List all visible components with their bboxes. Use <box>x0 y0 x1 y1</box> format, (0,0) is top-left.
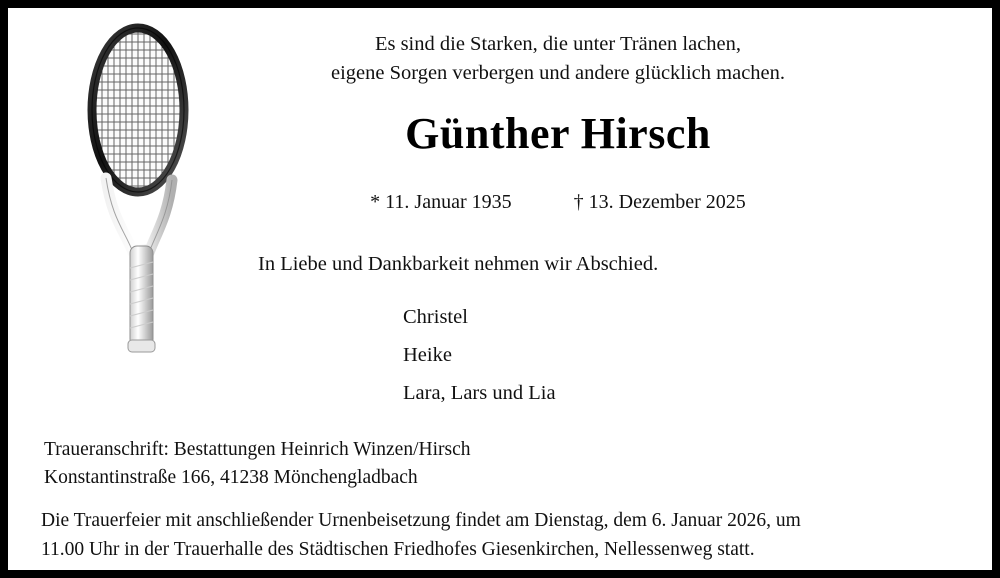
mourners-list <box>403 298 803 412</box>
ceremony-details <box>41 506 961 564</box>
life-dates <box>258 191 858 214</box>
verse-text <box>258 30 858 88</box>
birth-date: * 11. Januar 1935 <box>370 191 512 213</box>
list-item: Lara, Lars und Lia <box>403 382 556 404</box>
farewell-text: In Liebe und Dankbarkeit nehmen wir Abschied. <box>258 253 659 275</box>
verse-line-2: eigene Sorgen verbergen und andere glücklich machen. <box>330 62 786 84</box>
ceremony-line-2: 11.00 Uhr in der Trauerhalle des Städtischen Friedhofes Giesenkirchen, Nellessenweg statt. <box>41 539 755 560</box>
address-line-1: Traueranschrift: Bestattungen Heinrich Winzen/Hirsch <box>44 439 471 460</box>
mourning-address <box>44 436 944 492</box>
death-date: † 13. Dezember 2025 <box>573 191 746 213</box>
deceased-name: Günther Hirsch <box>405 109 711 158</box>
address-line-2: Konstantinstraße 166, 41238 Mönchengladbach <box>44 467 418 488</box>
list-item: Heike <box>403 344 452 366</box>
list-item: Christel <box>403 306 468 328</box>
ceremony-line-1: Die Trauerfeier mit anschließender Urnenbeisetzung findet am Dienstag, dem 6. Januar 2026, um <box>41 510 801 531</box>
obituary-card <box>8 8 992 570</box>
verse-line-1: Es sind die Starken, die unter Tränen lachen, <box>374 33 742 55</box>
